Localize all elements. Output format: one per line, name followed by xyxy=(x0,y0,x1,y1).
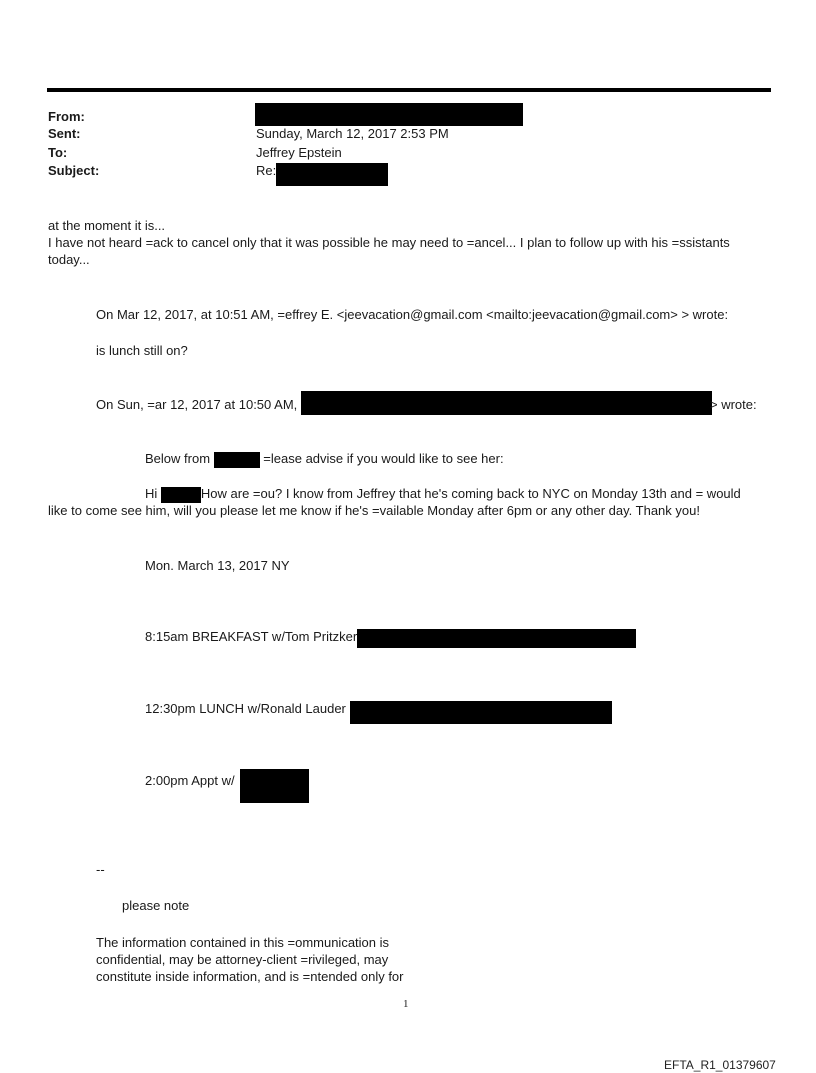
hi-line1-text: How are =ou? I know from Jeffrey that he's coming back to NYC on Monday 13th and = would xyxy=(200,486,741,501)
hi-name-redaction xyxy=(161,487,201,503)
hi-line-1 xyxy=(145,486,741,503)
body-line-3: today... xyxy=(48,252,90,267)
signature-dash: -- xyxy=(96,862,105,877)
disclaimer-line-2: confidential, may be attorney-client =rivileged, may xyxy=(96,952,389,967)
quote1-header: On Mar 12, 2017, at 10:51 AM, =effrey E. <jeevacation@gmail.com <mailto:jeevacation@gmail.com> > wrote: xyxy=(96,307,729,322)
below-from-suffix: =lease advise if you would like to see her: xyxy=(263,451,504,466)
hi-prefix: Hi xyxy=(145,486,158,501)
below-from-redaction xyxy=(214,452,260,468)
from-redaction xyxy=(255,103,523,126)
disclaimer-line-3: constitute inside information, and is =ntended only for xyxy=(96,969,404,984)
to-value: Jeffrey Epstein xyxy=(256,145,342,160)
hi-line-2: like to come see him, will you please let me know if he's =vailable Monday after 6pm or any other day. Thank you! xyxy=(48,503,700,518)
body-line-1: at the moment it is... xyxy=(48,218,166,233)
document-id: EFTA_R1_01379607 xyxy=(664,1058,776,1072)
schedule-date: Mon. March 13, 2017 NY xyxy=(145,558,290,573)
subject-prefix: Re: xyxy=(256,163,277,178)
sent-label: Sent: xyxy=(48,126,81,141)
subject-label: Subject: xyxy=(48,163,100,178)
disclaimer-line-1: The information contained in this =ommunication is xyxy=(96,935,390,950)
schedule-item-2: 12:30pm LUNCH w/Ronald Lauder xyxy=(145,701,346,716)
body-line-2: I have not heard =ack to cancel only that it was possible he may need to =ancel... I plan to follow up with his =ssistants xyxy=(48,235,730,250)
to-label: To: xyxy=(48,145,68,160)
sent-value: Sunday, March 12, 2017 2:53 PM xyxy=(256,126,449,141)
quote2-sender-redaction xyxy=(301,391,712,415)
below-from-prefix: Below from xyxy=(145,451,211,466)
schedule-item-1: 8:15am BREAKFAST w/Tom Pritzker xyxy=(145,629,358,644)
subject-redaction xyxy=(276,163,388,186)
header-rule xyxy=(47,88,771,92)
schedule-item-2-redaction xyxy=(350,701,612,724)
below-from-line xyxy=(145,451,504,468)
quote2-prefix: On Sun, =ar 12, 2017 at 10:50 AM, xyxy=(96,397,298,412)
please-note: please note xyxy=(122,898,190,913)
quote1-text: is lunch still on? xyxy=(96,343,188,358)
page-number: 1 xyxy=(403,998,409,1010)
from-label: From: xyxy=(48,109,85,124)
schedule-item-1-redaction xyxy=(357,629,636,648)
schedule-item-3-redaction xyxy=(240,769,309,803)
schedule-item-3: 2:00pm Appt w/ xyxy=(145,773,235,788)
quote2-suffix: > wrote: xyxy=(710,397,757,412)
